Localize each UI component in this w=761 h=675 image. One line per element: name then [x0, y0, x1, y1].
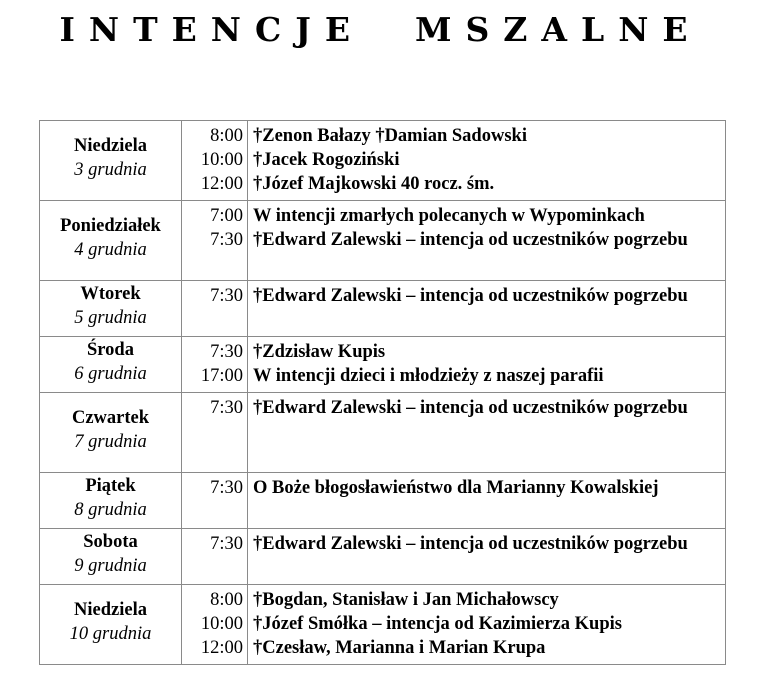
intention: †Edward Zalewski – intencja od uczestników pogrzebu — [253, 534, 688, 554]
mass-time: 7:30 — [210, 478, 243, 498]
mass-time: 7:30 — [210, 286, 243, 306]
mass-time: 12:00 — [200, 174, 243, 194]
table-row — [40, 585, 726, 665]
table-row — [40, 201, 726, 281]
day-cell — [40, 281, 182, 337]
times-cell — [182, 201, 248, 281]
intention: †Czesław, Marianna i Marian Krupa — [253, 638, 546, 658]
intention: †Edward Zalewski – intencja od uczestników pogrzebu — [253, 286, 688, 306]
intention: †Zenon Bałazy †Damian Sadowski — [253, 126, 527, 146]
intentions-cell — [248, 201, 726, 281]
times-cell — [182, 529, 248, 585]
day-cell — [40, 585, 182, 665]
table-row — [40, 281, 726, 337]
intentions-cell — [248, 281, 726, 337]
mass-time: 8:00 — [210, 126, 243, 146]
mass-time: 7:30 — [210, 398, 243, 418]
day-date: 10 grudnia — [69, 623, 152, 644]
times-cell — [182, 281, 248, 337]
day-date: 5 grudnia — [74, 307, 147, 328]
mass-time: 10:00 — [200, 614, 243, 634]
intentions-cell — [248, 585, 726, 665]
mass-time: 10:00 — [200, 150, 243, 170]
day-date: 3 grudnia — [74, 159, 147, 180]
intentions-cell — [248, 393, 726, 473]
times-cell — [182, 585, 248, 665]
mass-time: 17:00 — [200, 366, 243, 386]
intention: W intencji dzieci i młodzieży z naszej parafii — [253, 366, 604, 386]
times-cell — [182, 337, 248, 393]
day-cell — [40, 121, 182, 201]
day-name: Poniedziałek — [60, 215, 161, 236]
intention: †Józef Majkowski 40 rocz. śm. — [253, 174, 495, 194]
day-cell — [40, 473, 182, 529]
page-title: INTENCJE MSZALNE — [59, 10, 702, 49]
intention: †Bogdan, Stanisław i Jan Michałowscy — [253, 590, 559, 610]
table-row — [40, 121, 726, 201]
day-cell — [40, 393, 182, 473]
day-name: Sobota — [83, 531, 138, 552]
day-name: Niedziela — [74, 135, 147, 156]
intention: †Jacek Rogoziński — [253, 150, 400, 170]
table-row — [40, 337, 726, 393]
intention: O Boże błogosławieństwo dla Marianny Kowalskiej — [253, 478, 659, 498]
day-date: 8 grudnia — [74, 499, 147, 520]
day-name: Wtorek — [80, 283, 141, 304]
mass-time: 7:00 — [210, 206, 243, 226]
intention: †Józef Smółka – intencja od Kazimierza Kupis — [253, 614, 622, 634]
intentions-cell — [248, 473, 726, 529]
day-name: Środa — [87, 339, 134, 360]
day-date: 7 grudnia — [74, 431, 147, 452]
intentions-cell — [248, 121, 726, 201]
times-cell — [182, 121, 248, 201]
times-cell — [182, 473, 248, 529]
day-cell — [40, 337, 182, 393]
times-cell — [182, 393, 248, 473]
table-row — [40, 473, 726, 529]
intentions-cell — [248, 529, 726, 585]
intention: W intencji zmarłych polecanych w Wypominkach — [253, 206, 645, 226]
table-row — [40, 393, 726, 473]
mass-time: 8:00 — [210, 590, 243, 610]
mass-time: 7:30 — [210, 342, 243, 362]
day-name: Piątek — [85, 475, 136, 496]
day-name: Niedziela — [74, 599, 147, 620]
mass-time: 7:30 — [210, 230, 243, 250]
intention: †Zdzisław Kupis — [253, 342, 386, 362]
day-name: Czwartek — [71, 407, 150, 428]
mass-time: 12:00 — [200, 638, 243, 658]
table-row — [40, 529, 726, 585]
intentions-cell — [248, 337, 726, 393]
mass-time: 7:30 — [210, 534, 243, 554]
mass-intentions-table — [39, 120, 726, 665]
intention: †Edward Zalewski – intencja od uczestników pogrzebu — [253, 398, 688, 418]
day-date: 4 grudnia — [74, 239, 147, 260]
intention: †Edward Zalewski – intencja od uczestników pogrzebu — [253, 230, 688, 250]
day-cell — [40, 201, 182, 281]
day-date: 6 grudnia — [74, 363, 147, 384]
day-date: 9 grudnia — [74, 555, 147, 576]
day-cell — [40, 529, 182, 585]
